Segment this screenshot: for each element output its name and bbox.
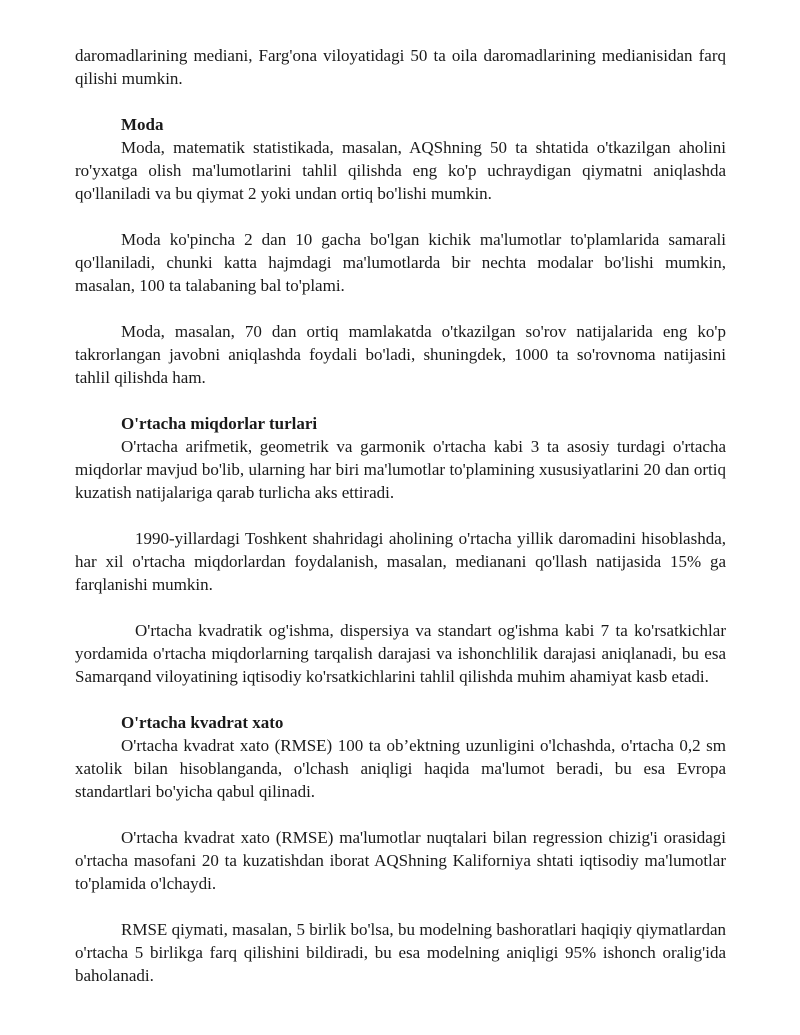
section-heading-ortacha-turlari: O'rtacha miqdorlar turlari: [121, 414, 318, 433]
moda-paragraph-1: Moda, matematik statistikada, masalan, AQShning 50 ta shtatida o'tkazilgan aholini ro'yxatga olish ma'lumotlarini tahlil qilishda eng ko'p uchraydigan qiymatni aniqlashda qo'llaniladi va bu qiymat 2 yoki undan ortiq bo'lishi mumkin.: [75, 138, 726, 203]
rmse-paragraph-2: O'rtacha kvadrat xato (RMSE) ma'lumotlar nuqtalari bilan regression chizig'i orasidagi o'rtacha masofani 20 ta kuzatishdan iborat AQShning Kaliforniya shtati iqtisodiy ma'lumotlar to'plamida o'lchaydi.: [75, 828, 726, 893]
rmse-paragraph-3: RMSE qiymati, masalan, 5 birlik bo'lsa, bu modelning bashoratlari haqiqiy qiymatlardan o'rtacha 5 birlikga farq qilishini bildiradi, bu esa modelning aniqligi 95% ishonch oralig'ida baholanadi.: [75, 920, 726, 985]
turlari-paragraph-1: O'rtacha arifmetik, geometrik va garmonik o'rtacha kabi 3 ta asosiy turdagi o'rtacha miqdorlar mavjud bo'lib, ularning har biri ma'lumotlar to'plamining xususiyatlarini 20 dan ortiq kuzatish natijalariga qarab turlicha aks ettiradi.: [75, 437, 726, 502]
intro-paragraph: daromadlarining mediani, Farg'ona viloyatidagi 50 ta oila daromadlarining medianisidan farq qilishi mumkin.: [75, 46, 726, 88]
turlari-paragraph-3: O'rtacha kvadratik og'ishma, dispersiya va standart og'ishma kabi 7 ta ko'rsatkichlar yordamida o'rtacha miqdorlarning tarqalish darajasi va ishonchlilik darajasi aniqlanadi, bu esa Samarqand viloyatining iqtisodiy ko'rsatkichlarini tahlil qilishda muhim ahamiyat kasb etadi.: [75, 621, 726, 686]
section-heading-kvadrat-xato: O'rtacha kvadrat xato: [121, 713, 284, 732]
document-page: [75, 44, 726, 987]
section-heading-moda: Moda: [121, 115, 164, 134]
moda-paragraph-2: Moda ko'pincha 2 dan 10 gacha bo'lgan kichik ma'lumotlar to'plamlarida samarali qo'llaniladi, chunki katta hajmdagi ma'lumotlarda bir nechta modalar bo'lishi mumkin, masalan, 100 ta talabaning bal to'plami.: [75, 230, 726, 295]
moda-paragraph-3: Moda, masalan, 70 dan ortiq mamlakatda o'tkazilgan so'rov natijalarida eng ko'p takrorlangan javobni aniqlashda foydali bo'ladi, shuningdek, 1000 ta so'rovnoma natijasini tahlil qilishda ham.: [75, 322, 726, 387]
turlari-paragraph-2: 1990-yillardagi Toshkent shahridagi aholining o'rtacha yillik daromadini hisoblashda, har xil o'rtacha miqdorlardan foydalanish, masalan, medianani qo'llash natijasida 15% ga farqlanishi mumkin.: [75, 529, 726, 594]
rmse-paragraph-1: O'rtacha kvadrat xato (RMSE) 100 ta ob’ektning uzunligini o'lchashda, o'rtacha 0,2 sm xatolik bilan hisoblanganda, o'lchash aniqligi haqida ma'lumot beradi, bu esa Evropa standartlari bo'yicha qabul qilinadi.: [75, 736, 726, 801]
